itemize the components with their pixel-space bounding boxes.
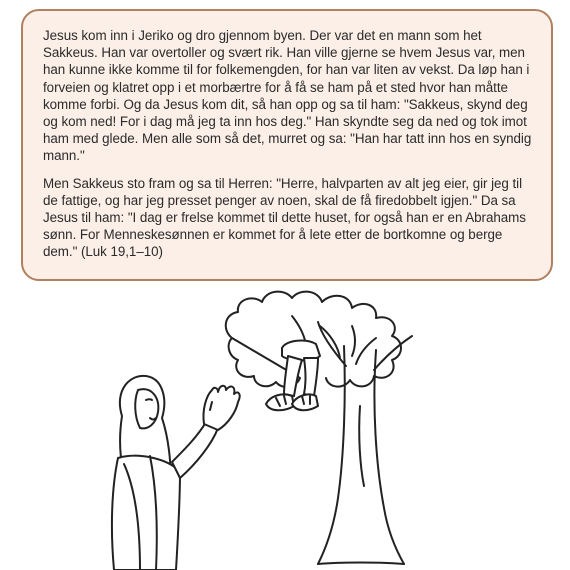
zacchaeus-figure <box>266 341 320 411</box>
tree-trunk <box>318 322 412 564</box>
coloring-illustration <box>0 286 570 570</box>
illustration-canvas <box>0 286 570 570</box>
story-paragraph-2: Men Sakkeus sto fram og sa til Herren: "Herre, halvparten av alt jeg eier, gir jeg til de fattige, og har jeg presset penger av noen, skal de få firedobbelt igjen." Da sa Jesus til ham: "I dag er frelse kommet til dette huset, for også han er en Abrahams sønn. For Menneskesønnen er kommet for å lete etter de bortkomne og berge dem." (Luk 19,1–10) <box>43 175 526 260</box>
scripture-text-card <box>21 9 553 281</box>
jesus-figure <box>112 376 240 570</box>
story-paragraph-1: Jesus kom inn i Jeriko og dro gjennom byen. Der var det en mann som het Sakkeus. Han var overtoller og svært rik. Han ville gjerne se hvem Jesus var, men han kunne ikke komme til for folkemengden, for han var liten av vekst. Da løp han i forveien og klatret opp i et morbærtre for å få se ham på et sted hvor han måtte komme forbi. Og da Jesus kom dit, så han opp og sa til ham: "Sakkeus, skynd deg og kom ned! For i dag må jeg ta inn hos deg." Han skyndte seg da ned og tok imot ham med glede. Men alle som så det, murret og sa: "Han har tatt inn hos en syndig mann." <box>43 28 532 164</box>
